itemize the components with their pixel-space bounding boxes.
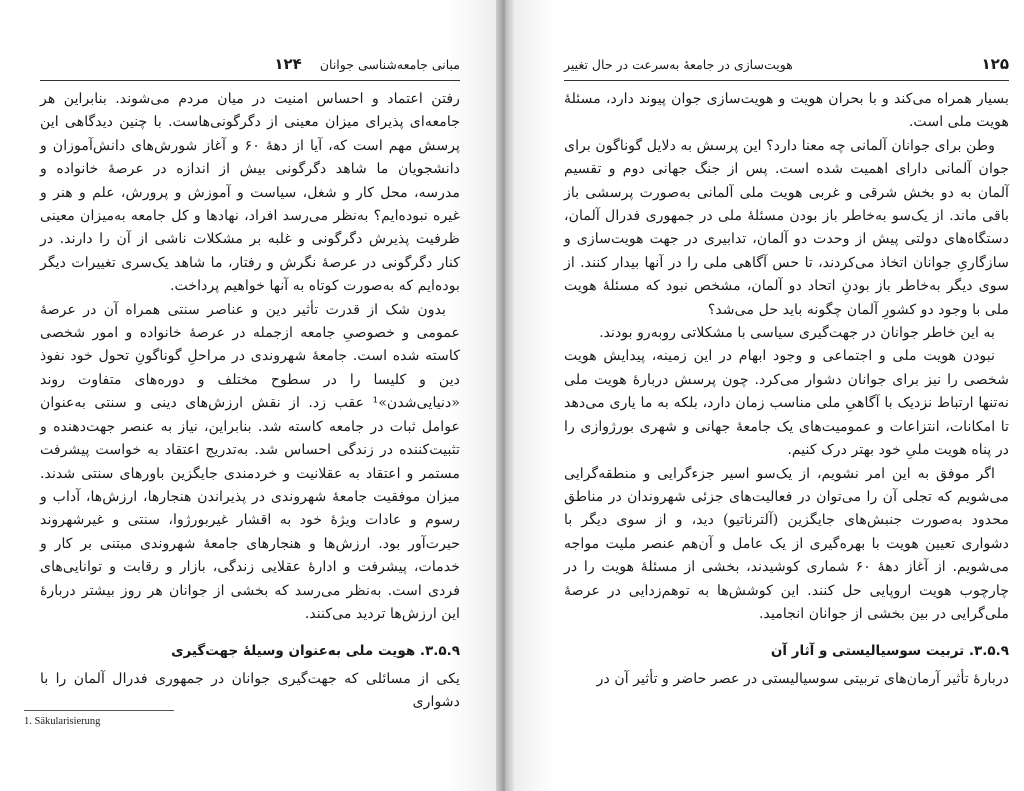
right-paragraph-3: نبودن هویت ملی و اجتماعی و وجود ابهام در این زمینه، پیدایش هویت شخصی را نیز برای جوانان دشوار می‌کرد. چون پرسش دربارهٔ هویت ملی نه‌تنها ارتباط نزدیک با آگاهیِ ملی مناسب زمان دارد، بلکه به ما یاری می‌دهد تا امکانات، انتزاعات و عمومیت‌های یک جامعهٔ جهانی و شهری بورژوازی را در پناه هویت ملیِ خود بهتر درک کنیم.: [564, 348, 1009, 459]
right-page-body: [564, 88, 1009, 691]
left-header-rule: [40, 80, 460, 81]
right-last-paragraph: دربارهٔ تأثیر آرمان‌های تربیتی سوسیالیستی در عصر حاضر و تأثیر آن در: [596, 670, 1009, 687]
right-section-heading: ۳.۵.۹. تربیت سوسیالیستی و آثار آن: [770, 643, 1009, 660]
left-page-header: [40, 53, 460, 75]
left-last-paragraph: یکی از مسائلی که جهت‌گیری جوانان در جمهوری فدرال آلمان را با دشواری: [40, 670, 460, 711]
right-paragraph-0: بسیار همراه می‌کند و با بحران هویت و هویت‌سازی جوان پیوند دارد، مسئلهٔ هویت ملی است.: [564, 91, 1009, 131]
footnote: 1. Säkularisierung: [24, 716, 101, 727]
right-page: [514, 0, 1024, 791]
left-page-body: [40, 88, 460, 715]
left-page-number: ۱۲۴: [274, 55, 302, 73]
right-paragraph-1: وطن برای جوانان آلمانی چه معنا دارد؟ این پرسش به دلایل گوناگون برای جوان آلمانی دارای اهمیت شده است. پس از جنگ جهانی دوم و تقسیم آلمان به دو بخش شرقی و غربی هویت ملی آلمانی به‌صورت پرسشی باز باقی ماند. از یک‌سو به‌خاطر باز بودن مسئلهٔ ملی در جمهوری فدرال آلمان، دستگاه‌های دولتی پیش از وحدت دو آلمان، تدابیری در جهت هویت‌سازی و سازگاریِ جوانان اتخاذ می‌کردند، تا حس آگاهی ملی را در آنها بیدار کنند. از سوی دیگر به‌خاطر باز بودنِ اتحاد دو آلمان، مشخص نبود که مسئلهٔ هویت ملی با وجود دو کشورِ آلمان چگونه باید حل می‌شد؟: [564, 137, 1009, 318]
left-paragraph-2: بدون شک از قدرت تأثیر دین و عناصر سنتی همراه آن در عرصهٔ عمومی و خصوصیِ جامعه ازجمله در عرصهٔ خانواده و امور شخصی کاسته شده است. جامعهٔ شهروندی در مراحلِ گوناگونِ تحول خود نفوذ دین و کلیسا را در سطوح مختلف و دوره‌های متفاوت روند «دنیایی‌شدن»¹ عقب زد. از نقش ارزش‌های دینی و سنتی به‌عنوان عوامل ثبات در جامعه کاسته شد. بنابراین، نیاز به عنصر جهت‌دهنده و تثبیت‌کننده در زندگی احساس شد. به‌تدریج اعتقاد به خواست پیشرفت مستمر و اعتقاد به عقلانیت و خردمندی جایگزین باورهای سنتی شدند. میزان موفقیت جامعهٔ شهروندی در پذیراندن هنجارها، ارزش‌ها، آداب و رسوم و عادات ویژهٔ خود به اقشار غیربورژوا، سنتی و غیرشهروند حیرت‌آور بود. ارزش‌ها و هنجارهای جامعهٔ شهروندی مبتنی بر کار و خدمات، پیشرفت و ادارهٔ عقلایی زندگی، بازار و رقابت و توانایی‌های فردی است. به‌نظر می‌رسد که بخشی از جوانان هر روز بیشتر دربارهٔ این ارزش‌ها تردید می‌کنند.: [40, 301, 460, 622]
right-page-number: ۱۲۵: [981, 55, 1009, 73]
footnote-rule: [24, 710, 174, 711]
right-page-header: [564, 53, 1009, 75]
left-paragraph-1: رفتن اعتماد و احساس امنیت در میان مردم می‌شوند. بنابراین هر جامعه‌ای پذیرای میزان معینی از دگرگونی‌هاست. با چنین دیدگاهی این پرسش مهم است که، آیا از دههٔ ۶۰ و آغاز شورش‌های دانش‌آموزان و دانشجویان ما شاهد دگرگونی بیش از اندازه در عرصهٔ خانواده و مدرسه، محل کار و شغل، سیاست و آموزش و پرورش، علم و هنر و غیره نبوده‌ایم؟ به‌نظر می‌رسد افراد، نهادها و کل جامعه به‌میزان معینی ظرفیت پذیرش دگرگونی و غلبه بر مشکلات ناشی از آن را دارند. در کنار دگرگونی در عرصهٔ نگرش و رفتار، ما شاهد یک‌سری تغییرات دیگر بوده‌ایم که به‌صورت کوتاه به آنها خواهیم پرداخت.: [40, 91, 460, 295]
book-gutter: [496, 0, 514, 791]
right-running-head: هویت‌سازی در جامعهٔ به‌سرعت در حال تغییر: [564, 56, 793, 72]
right-paragraph-4: اگر موفق به این امر نشویم، از یک‌سو اسیر جزءگرایی و منطقه‌گرایی می‌شویم که تجلی آن را می‌توان در فعالیت‌های جزئی شهروندان در مناطق محدود به‌صورت جنبش‌های جایگزین (آلترناتیو) دید، و از سوی دیگر با دشواری تعیین هویت با بهره‌گیری از یک عامل و آن‌هم عنصر ملیت مواجه می‌شویم. از آغاز دههٔ ۶۰ شماری کوشیدند، بخشی از مسئلهٔ هویت را در چارچوب هویت اروپایی حل کنند. این کوشش‌ها به توهم‌زدایی در عرصهٔ ملی‌گرایی در بین بخشی از جوانان انجامید.: [564, 465, 1009, 622]
left-page: [0, 0, 496, 791]
left-running-head: مبانی جامعه‌شناسی جوانان: [319, 56, 460, 72]
right-header-rule: [564, 80, 1009, 81]
right-paragraph-2: به این خاطر جوانان در جهت‌گیری سیاسی با مشکلاتی روبه‌رو بودند.: [599, 325, 995, 342]
left-section-heading: ۳.۵.۹. هویت ملی به‌عنوان وسیلهٔ جهت‌گیری: [171, 643, 460, 660]
